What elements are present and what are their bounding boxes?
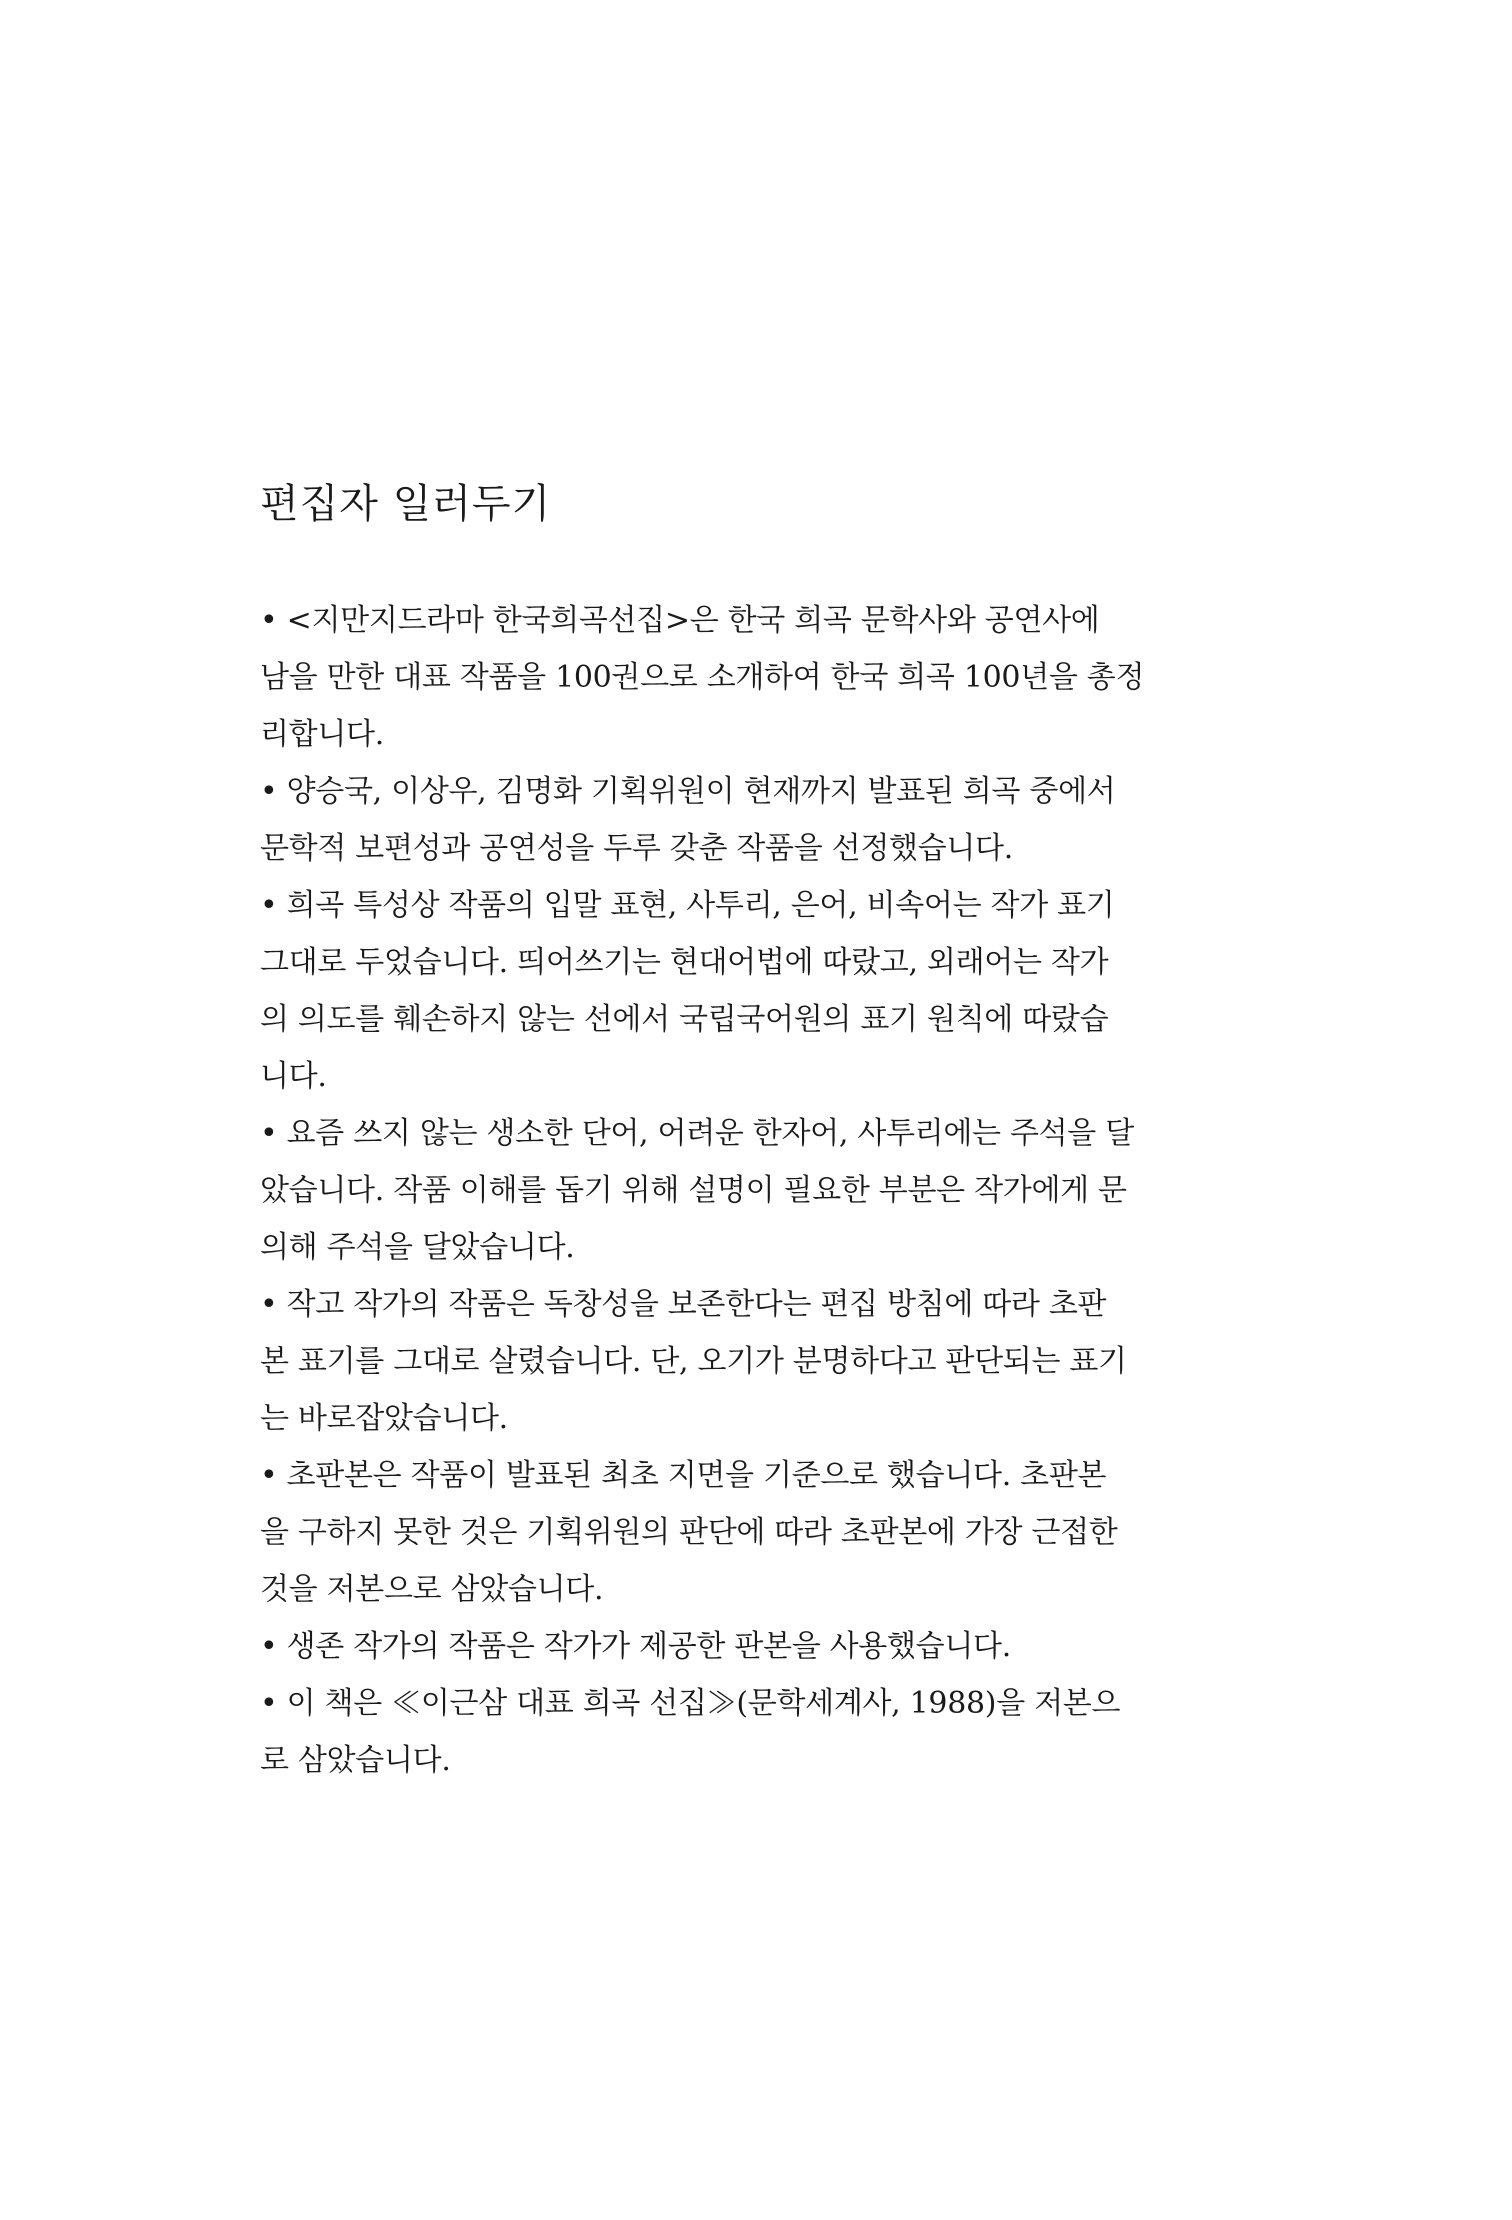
note-line: 로 삼았습니다. [260,1743,451,1778]
note-line: 본 표기를 그대로 살렸습니다. 단, 오기가 분명하다고 판단되는 표기 [260,1344,1127,1379]
note-line: 의해 주석을 달았습니다. [260,1230,575,1265]
note-line: • 양승국, 이상우, 김명화 기획위원이 현재까지 발표된 희곡 중에서 [260,774,1116,809]
note-line: 그대로 두었습니다. 띄어쓰기는 현대어법에 따랐고, 외래어는 작가 [260,945,1109,980]
note-line: • 생존 작가의 작품은 작가가 제공한 판본을 사용했습니다. [260,1629,1011,1664]
note-item [260,763,1198,877]
note-item [260,877,1198,1105]
note-line: 는 바로잡았습니다. [260,1401,508,1436]
editor-notes-list [260,592,1198,1789]
note-line: 것을 저본으로 삼았습니다. [260,1572,604,1607]
note-line: • <지만지드라마 한국희곡선집>은 한국 희곡 문학사와 공연사에 [260,603,1100,638]
page-title: 편집자 일러두기 [260,481,552,527]
note-line: 리합니다. [260,717,384,752]
note-item [260,1675,1198,1789]
note-line: • 요즘 쓰지 않는 생소한 단어, 어려운 한자어, 사투리에는 주석을 달 [260,1116,1134,1151]
note-item [260,592,1198,763]
note-line: • 초판본은 작품이 발표된 최초 지면을 기준으로 했습니다. 초판본 [260,1458,1107,1493]
note-item [260,1105,1198,1276]
note-line: • 이 책은 ≪이근삼 대표 희곡 선집≫(문학세계사, 1988)을 저본으 [260,1686,1121,1721]
note-item [260,1618,1198,1675]
note-line: 의 의도를 훼손하지 않는 선에서 국립국어원의 표기 원칙에 따랐습 [260,1002,1109,1037]
note-line: • 희곡 특성상 작품의 입말 표현, 사투리, 은어, 비속어는 작가 표기 [260,888,1115,923]
note-line: 을 구하지 못한 것은 기획위원의 판단에 따라 초판본에 가장 근접한 [260,1515,1118,1550]
note-line: 니다. [260,1059,327,1094]
note-line: • 작고 작가의 작품은 독창성을 보존한다는 편집 방침에 따라 초판 [260,1287,1107,1322]
note-line: 남을 만한 대표 작품을 100권으로 소개하여 한국 희곡 100년을 총정 [260,660,1145,695]
note-line: 았습니다. 작품 이해를 돕기 위해 설명이 필요한 부분은 작가에게 문 [260,1173,1127,1208]
note-line: 문학적 보편성과 공연성을 두루 갖춘 작품을 선정했습니다. [260,831,1013,866]
note-item [260,1276,1198,1447]
note-item [260,1447,1198,1618]
